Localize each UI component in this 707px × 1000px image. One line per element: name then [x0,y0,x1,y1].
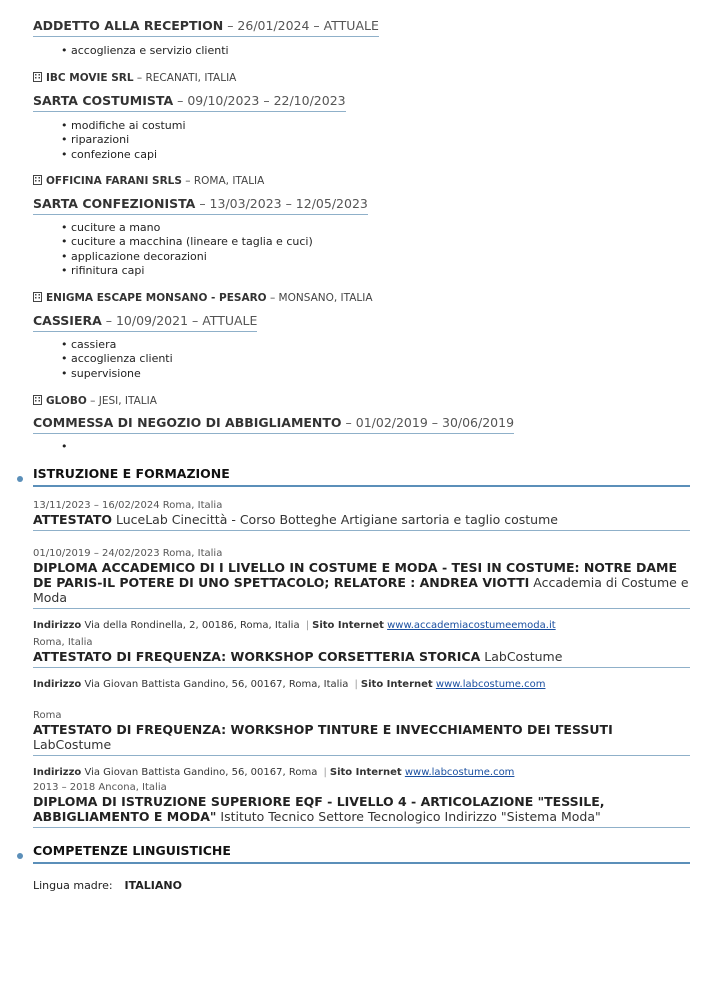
list-item: • applicazione decorazioni [61,250,690,264]
divider: | [323,767,327,778]
address-label: Indirizzo [33,679,82,690]
address-value: Via Giovan Battista Gandino, 56, 00167, Roma [81,767,321,778]
employer-name: GLOBO [46,395,87,407]
employer-location: – MONSANO, ITALIA [266,292,373,304]
address-value: Via della Rondinella, 2, 00186, Roma, Italia [81,620,303,631]
education-degree: ATTESTATO DI FREQUENZA: WORKSHOP CORSETTERIA STORICA [33,649,481,664]
building-icon [33,292,42,302]
list-item: • accoglienza clienti [61,352,690,366]
job-dates: – 26/01/2024 – ATTUALE [223,18,379,33]
employer-location: – RECANATI, ITALIA [133,72,237,84]
address-value: Via Giovan Battista Gandino, 56, 00167, Roma, Italia [81,679,352,690]
education-meta: 01/10/2019 – 24/02/2023 Roma, Italia [33,548,223,559]
building-icon [33,72,42,82]
education-degree: DIPLOMA ACCADEMICO DI I LIVELLO IN COSTUME E MODA - TESI IN COSTUME: NOTRE DAME DE PARIS-IL POTERE DI UNO SPETTACOLO; RELATORE : ANDREA VIOTTI [33,560,677,590]
building-icon [33,395,42,405]
job-title-text: COMMESSA DI NEGOZIO DI ABBIGLIAMENTO [33,415,342,430]
education-meta: Roma [33,710,62,721]
list-item: • supervisione [61,367,690,381]
divider: | [354,679,358,690]
education-org: Istituto Tecnico Settore Tecnologico Indirizzo "Sistema Moda" [216,809,601,824]
education-degree: ATTESTATO DI FREQUENZA: WORKSHOP TINTURE E INVECCHIAMENTO DEI TESSUTI [33,722,613,737]
employer-line [33,71,690,85]
address-label: Indirizzo [33,620,82,631]
education-meta: 13/11/2023 – 16/02/2024 Roma, Italia [33,500,223,511]
job-bullets [33,44,690,58]
employer-line [33,174,690,188]
site-link[interactable]: www.labcostume.com [435,679,546,690]
education-item [33,500,690,531]
address-label: Indirizzo [33,767,82,778]
job-cassiera [33,310,690,332]
job-dates: – 13/03/2023 – 12/05/2023 [195,196,368,211]
section-title: ISTRUZIONE E FORMAZIONE [33,466,690,487]
site-label: Sito Internet [360,679,433,690]
education-degree: ATTESTATO [33,512,112,527]
job-title [33,196,368,215]
education-org: LabCostume [480,649,563,664]
job-bullets [33,440,690,454]
mother-tongue-value: ITALIANO [124,879,182,892]
education-meta: Roma, Italia [33,637,93,648]
education-address [33,678,690,691]
section-dot-icon [17,853,23,859]
job-reception [33,15,690,37]
education-meta: 2013 – 2018 Ancona, Italia [33,782,167,793]
education-address [33,619,690,632]
education-title [33,512,690,531]
mother-tongue-label: Lingua madre: [33,879,113,892]
education-title [33,560,690,609]
education-item [33,782,690,828]
employer-location: – JESI, ITALIA [86,395,157,407]
education-org: Accademia di Costume e Moda [33,575,689,605]
job-dates: – 10/09/2021 – ATTUALE [101,313,258,328]
education-section-header [33,466,690,487]
section-dot-icon [17,476,23,482]
job-title-text: SARTA CONFEZIONISTA [33,196,196,211]
job-confezionista [33,193,690,215]
job-dates: – 09/10/2023 – 22/10/2023 [173,93,346,108]
employer-name: OFFICINA FARANI SRLS [46,175,182,187]
education-title [33,722,690,756]
list-item: • rifinitura capi [61,264,690,278]
education-org: LuceLab Cinecittà - Corso Botteghe Artigiane sartoria e taglio costume [112,512,558,527]
job-title [33,313,257,332]
job-costumista [33,90,690,112]
list-item: • modifiche ai costumi [61,119,690,133]
job-bullets [33,221,690,278]
employer-line [33,394,690,408]
job-title [33,415,514,434]
education-item [33,710,690,779]
education-item [33,548,690,632]
education-title [33,794,690,828]
divider: | [305,620,310,631]
mother-tongue [33,879,690,892]
job-title-text: ADDETTO ALLA RECEPTION [33,18,224,33]
building-icon [33,175,42,185]
list-item: • riparazioni [61,133,690,147]
job-title-text: SARTA COSTUMISTA [33,93,174,108]
section-title: COMPETENZE LINGUISTICHE [33,843,690,864]
job-commessa [33,412,690,434]
employer-name: IBC MOVIE SRL [46,72,134,84]
education-item [33,637,690,691]
education-title [33,649,690,668]
education-degree: DIPLOMA DI ISTRUZIONE SUPERIORE EQF - LIVELLO 4 - ARTICOLAZIONE "TESSILE, ABBIGLIAMENTO E MODA" [33,794,605,824]
employer-line [33,291,690,305]
site-link[interactable]: www.accademiacostumeemoda.it [387,620,556,631]
list-item: • confezione capi [61,148,690,162]
job-title-text: CASSIERA [33,313,102,328]
job-bullets [33,338,690,381]
languages-section-header [33,843,690,864]
job-title [33,18,379,37]
education-org: LabCostume [33,737,112,752]
employer-location: – ROMA, ITALIA [181,175,265,187]
list-item: • cuciture a macchina (lineare e taglia e cuci) [61,235,690,249]
list-item: • accoglienza e servizio clienti [61,44,690,58]
job-title [33,93,346,112]
list-item: • cuciture a mano [61,221,690,235]
employer-name: ENIGMA ESCAPE MONSANO - PESARO [46,292,267,304]
job-dates: – 01/02/2019 – 30/06/2019 [341,415,515,430]
education-address [33,766,690,779]
list-item: • cassiera [61,338,690,352]
list-item [61,440,690,454]
site-link[interactable]: www.labcostume.com [404,767,515,778]
site-label: Sito Internet [312,620,384,631]
site-label: Sito Internet [329,767,402,778]
job-bullets [33,119,690,162]
